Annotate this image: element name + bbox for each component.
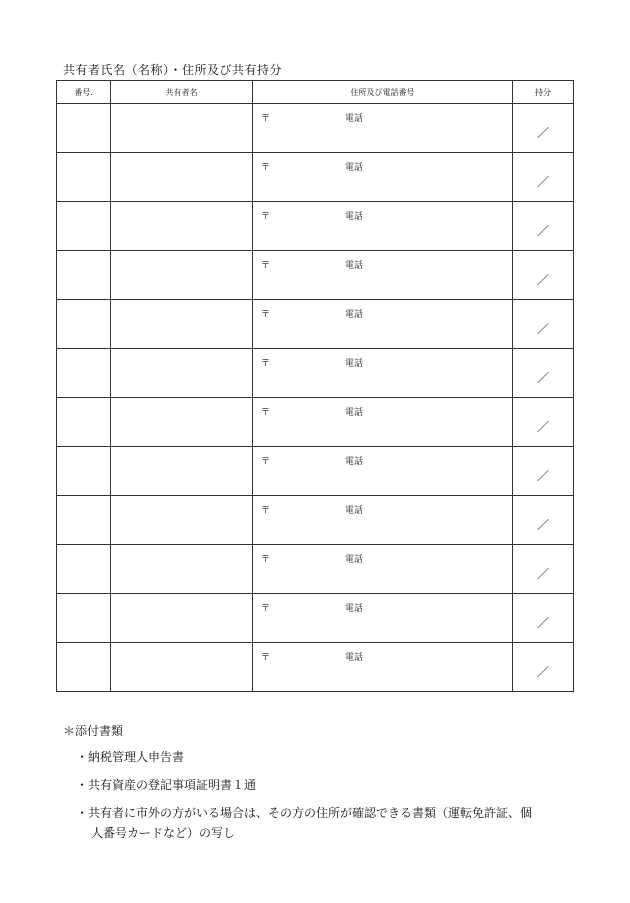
attachment-text: 共有資産の登記事項証明書１通 (88, 778, 257, 792)
postal-mark: 〒 (261, 212, 271, 222)
number-cell[interactable] (57, 251, 111, 300)
address-phone-cell[interactable] (253, 545, 513, 594)
attachments-heading: ＊添付書類 (63, 724, 124, 738)
header-address-phone: 住所及び電話番号 (253, 81, 513, 104)
co-owner-table (56, 80, 574, 692)
share-cell[interactable] (513, 545, 574, 594)
bullet: ・ (76, 806, 89, 820)
share-slash: ／ (536, 616, 549, 630)
postal-mark: 〒 (261, 163, 271, 173)
number-cell[interactable] (57, 643, 111, 692)
number-cell[interactable] (57, 349, 111, 398)
number-cell[interactable] (57, 153, 111, 202)
share-slash: ／ (536, 371, 549, 385)
share-cell[interactable] (513, 594, 574, 643)
number-cell[interactable] (57, 447, 111, 496)
owner-name-cell[interactable] (111, 496, 253, 545)
phone-label: 電話 (345, 310, 364, 320)
header-share: 持分 (513, 81, 574, 104)
share-slash: ／ (536, 126, 549, 140)
bullet: ・ (76, 750, 89, 764)
address-phone-cell[interactable] (253, 300, 513, 349)
table-row (57, 153, 574, 202)
owner-name-cell[interactable] (111, 104, 253, 153)
owner-name-cell[interactable] (111, 251, 253, 300)
table-row (57, 104, 574, 153)
table-row (57, 545, 574, 594)
share-slash: ／ (536, 420, 549, 434)
share-slash: ／ (536, 665, 549, 679)
postal-mark: 〒 (261, 457, 271, 467)
address-phone-cell[interactable] (253, 643, 513, 692)
table-row (57, 594, 574, 643)
postal-mark: 〒 (261, 653, 271, 663)
attachments-list (63, 747, 546, 843)
postal-mark: 〒 (261, 408, 271, 418)
phone-label: 電話 (345, 653, 364, 663)
address-phone-cell[interactable] (253, 153, 513, 202)
share-cell[interactable] (513, 251, 574, 300)
number-cell[interactable] (57, 545, 111, 594)
share-slash: ／ (536, 224, 549, 238)
share-cell[interactable] (513, 104, 574, 153)
address-phone-cell[interactable] (253, 202, 513, 251)
table-row (57, 300, 574, 349)
bullet: ・ (76, 778, 89, 792)
address-phone-cell[interactable] (253, 496, 513, 545)
postal-mark: 〒 (261, 114, 271, 124)
address-phone-cell[interactable] (253, 594, 513, 643)
attachment-text: 共有者に市外の方がいる場合は、その方の住所が確認できる書類（運転免許証、個 (88, 806, 533, 820)
number-cell[interactable] (57, 300, 111, 349)
share-cell[interactable] (513, 398, 574, 447)
phone-label: 電話 (345, 212, 364, 222)
attachments-section (63, 722, 546, 851)
owner-name-cell[interactable] (111, 300, 253, 349)
phone-label: 電話 (345, 604, 364, 614)
phone-label: 電話 (345, 555, 364, 565)
table-row (57, 251, 574, 300)
share-cell[interactable] (513, 349, 574, 398)
postal-mark: 〒 (261, 555, 271, 565)
header-owner-name: 共有者名 (111, 81, 253, 104)
phone-label: 電話 (345, 359, 364, 369)
share-slash: ／ (536, 567, 549, 581)
attachment-item (76, 775, 546, 795)
share-cell[interactable] (513, 153, 574, 202)
table-row (57, 496, 574, 545)
page-title: 共有者氏名（名称）・住所及び共有持分 (63, 63, 283, 77)
table-row (57, 398, 574, 447)
table-row (57, 349, 574, 398)
number-cell[interactable] (57, 104, 111, 153)
owner-name-cell[interactable] (111, 643, 253, 692)
number-cell[interactable] (57, 594, 111, 643)
phone-label: 電話 (345, 261, 364, 271)
share-cell[interactable] (513, 643, 574, 692)
phone-label: 電話 (345, 408, 364, 418)
owner-name-cell[interactable] (111, 398, 253, 447)
share-slash: ／ (536, 469, 549, 483)
share-slash: ／ (536, 518, 549, 532)
phone-label: 電話 (345, 114, 364, 124)
address-phone-cell[interactable] (253, 349, 513, 398)
share-cell[interactable] (513, 496, 574, 545)
phone-label: 電話 (345, 163, 364, 173)
header-number: 番号. (57, 81, 111, 104)
address-phone-cell[interactable] (253, 398, 513, 447)
attachment-item (76, 747, 546, 767)
share-slash: ／ (536, 322, 549, 336)
number-cell[interactable] (57, 398, 111, 447)
postal-mark: 〒 (261, 310, 271, 320)
address-phone-cell[interactable] (253, 447, 513, 496)
postal-mark: 〒 (261, 261, 271, 271)
owner-name-cell[interactable] (111, 349, 253, 398)
phone-label: 電話 (345, 457, 364, 467)
share-slash: ／ (536, 273, 549, 287)
number-cell[interactable] (57, 496, 111, 545)
owner-name-cell[interactable] (111, 545, 253, 594)
table-row (57, 202, 574, 251)
number-cell[interactable] (57, 202, 111, 251)
attachment-item (76, 803, 546, 843)
postal-mark: 〒 (261, 604, 271, 614)
share-cell[interactable] (513, 202, 574, 251)
attachment-text-continued: 人番号カードなど）の写し (91, 826, 236, 840)
share-slash: ／ (536, 175, 549, 189)
owner-name-cell[interactable] (111, 153, 253, 202)
share-cell[interactable] (513, 447, 574, 496)
owner-name-cell[interactable] (111, 594, 253, 643)
postal-mark: 〒 (261, 359, 271, 369)
postal-mark: 〒 (261, 506, 271, 516)
owner-name-cell[interactable] (111, 202, 253, 251)
phone-label: 電話 (345, 506, 364, 516)
owner-name-cell[interactable] (111, 447, 253, 496)
share-cell[interactable] (513, 300, 574, 349)
table-header-row (57, 81, 574, 104)
table-row (57, 643, 574, 692)
address-phone-cell[interactable] (253, 251, 513, 300)
address-phone-cell[interactable] (253, 104, 513, 153)
table-row (57, 447, 574, 496)
attachment-text: 納税管理人申告書 (88, 750, 185, 764)
